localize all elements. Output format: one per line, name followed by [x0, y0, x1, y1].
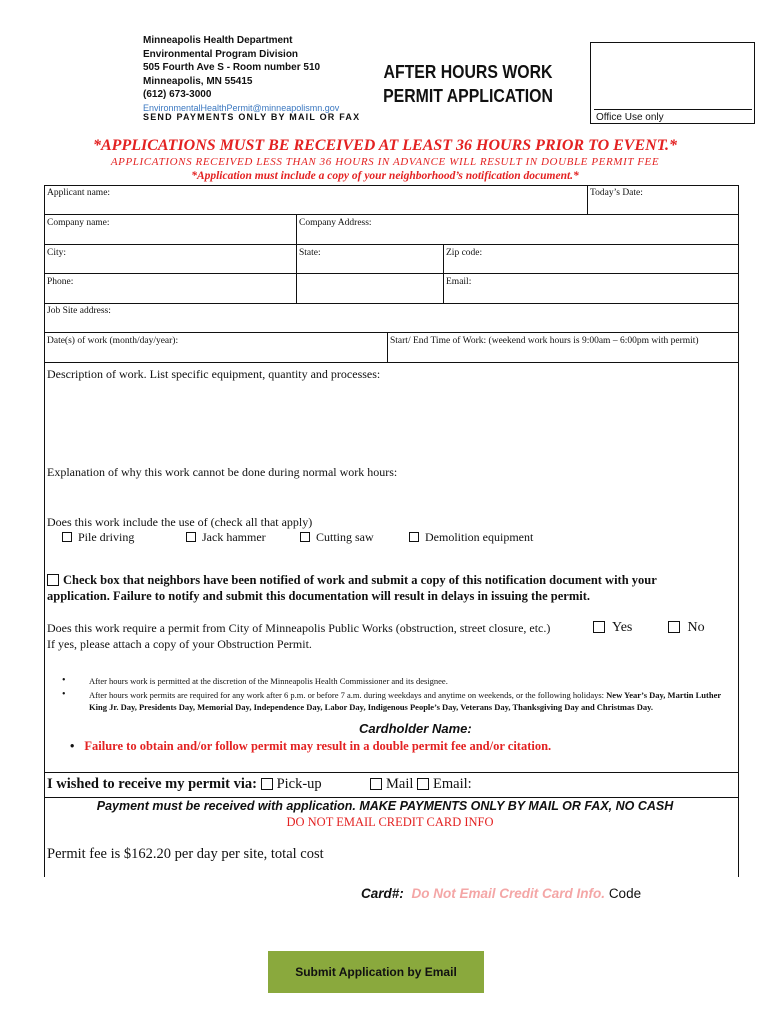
title-line-2: PERMIT APPLICATION [383, 86, 553, 106]
todays-date-field[interactable]: Today’s Date: [590, 188, 643, 198]
grid-line [44, 185, 45, 877]
grid-line [44, 772, 738, 773]
phone-field[interactable]: Phone: [47, 277, 74, 287]
explanation-field[interactable]: Explanation of why this work cannot be done during normal work hours: [47, 465, 398, 479]
no-email-card-note: DO NOT EMAIL CREDIT CARD INFO [286, 815, 494, 829]
obstruction-permit-note: If yes, please attach a copy of your Obstruction Permit. [47, 637, 312, 651]
public-works-no-option[interactable] [668, 620, 705, 636]
card-number-row [361, 886, 641, 901]
grid-line [44, 214, 738, 215]
neighbors-notified-text-2: application. Failure to notify and submit this documentation will result in delays in issuing the permit. [47, 589, 591, 603]
neighbors-notified-checkbox[interactable] [47, 574, 59, 586]
office-use-divider [594, 109, 752, 110]
dept-line: Minneapolis, MN 55415 [143, 75, 253, 87]
note-hours: After hours work permits are required for any work after 6 p.m. or before 7 a.m. during weekdays and anytime on weekends, or the following holidays: [89, 690, 607, 700]
start-end-time-field[interactable]: Start/ End Time of Work: (weekend work hours is 9:00am – 6:00pm with permit) [390, 336, 699, 346]
city-field[interactable]: City: [47, 248, 67, 258]
dept-email-link[interactable]: EnvironmentalHealthPermit@minneapolismn.gov [143, 102, 340, 113]
jack-hammer-checkbox[interactable] [186, 532, 196, 542]
receive-mail-email [370, 776, 472, 793]
include-equipment-label: Does this work include the use of (check all that apply) [47, 515, 313, 529]
jack-hammer-option[interactable] [186, 530, 266, 545]
cutting-saw-option[interactable] [300, 530, 374, 545]
card-number-field[interactable]: Do Not Email Credit Card Info. [411, 886, 606, 901]
bullet-icon: • [70, 739, 75, 753]
grid-line [44, 797, 738, 798]
yes-label: Yes [611, 620, 633, 635]
pickup-checkbox[interactable] [261, 778, 273, 790]
pickup-label: Pick-up [276, 776, 322, 792]
demolition-equipment-label: Demolition equipment [425, 530, 534, 544]
grid-line [44, 362, 738, 363]
demolition-equipment-option[interactable] [409, 530, 533, 545]
permit-fee-field[interactable]: Permit fee is $162.20 per day per site, total cost [47, 846, 324, 862]
title-line-1: AFTER HOURS WORK [383, 62, 553, 82]
email-label: Email: [433, 776, 472, 792]
office-use-label: Office Use only [596, 112, 664, 123]
grid-line [296, 214, 297, 303]
grid-line [44, 244, 738, 245]
pile-driving-option[interactable] [62, 530, 134, 545]
public-works-no-checkbox[interactable] [668, 621, 680, 633]
note-discretion: After hours work is permitted at the discretion of the Minneapolis Health Commissioner and its designee. [89, 676, 448, 686]
list-item [62, 675, 727, 687]
list-item [62, 689, 727, 713]
notes-list [62, 675, 727, 715]
mail-label: Mail [386, 776, 414, 792]
public-works-yes-option[interactable] [593, 620, 632, 636]
grid-line [44, 332, 738, 333]
grid-line [387, 332, 388, 362]
dates-of-work-field[interactable]: Date(s) of work (month/day/year): [47, 336, 179, 346]
mail-checkbox[interactable] [370, 778, 382, 790]
dept-line: Environmental Program Division [143, 48, 299, 60]
grid-line [738, 185, 739, 877]
send-payments-note: SEND PAYMENTS ONLY BY MAIL OR FAX [143, 112, 361, 122]
grid-line [44, 273, 738, 274]
public-works-question: Does this work require a permit from City of Minneapolis Public Works (obstruction, street closure, etc.) [47, 621, 551, 635]
applicant-name-field[interactable]: Applicant name: [47, 188, 111, 198]
public-works-yes-checkbox[interactable] [593, 621, 605, 633]
payment-note: Payment must be received with application. MAKE PAYMENTS ONLY BY MAIL OR FAX, NO CASH [96, 799, 674, 813]
mail-option[interactable] [370, 776, 413, 792]
company-address-field[interactable]: Company Address: [299, 218, 372, 228]
neighbors-notified-text-1: Check box that neighbors have been notified of work and submit a copy of this notification document with your [63, 573, 657, 587]
email-checkbox[interactable] [417, 778, 429, 790]
no-label: No [687, 620, 705, 635]
cutting-saw-checkbox[interactable] [300, 532, 310, 542]
demolition-equipment-checkbox[interactable] [409, 532, 419, 542]
note-holidays: New Year’s Day, Martin Luther King Jr. Day, Presidents Day, Memorial Day, Independence Day, Labor Day, Indigenous People’s Day, Veterans Day, Thanksgiving Day and Christmas Day. [89, 690, 721, 712]
department-address [143, 34, 383, 115]
grid-line [443, 244, 444, 303]
dept-line: (612) 673-3000 [143, 89, 212, 100]
form-title [380, 60, 556, 108]
zip-code-field[interactable]: Zip code: [446, 248, 483, 258]
warning-36-hours: *APPLICATIONS MUST BE RECEIVED AT LEAST 36 HOURS PRIOR TO EVENT.* [93, 137, 677, 154]
company-name-field[interactable]: Company name: [47, 218, 110, 228]
dept-line: Minneapolis Health Department [143, 35, 293, 46]
grid-line [44, 303, 738, 304]
cardholder-name-field[interactable]: Cardholder Name: [359, 721, 472, 736]
receive-permit-row [47, 776, 322, 793]
description-of-work-field[interactable]: Description of work. List specific equipment, quantity and processes: [47, 367, 381, 381]
grid-line [44, 185, 738, 186]
grid-line [587, 185, 588, 214]
pile-driving-label: Pile driving [78, 530, 135, 544]
failure-note [70, 739, 551, 754]
email-field[interactable]: Email: [446, 277, 472, 287]
card-number-label: Card#: [361, 886, 404, 901]
submit-application-button[interactable]: Submit Application by Email [268, 951, 484, 993]
email-option[interactable] [417, 776, 472, 792]
warning-notification-copy: *Application must include a copy of your neighborhood’s notification document.* [191, 170, 579, 182]
receive-permit-label: I wished to receive my permit via: [47, 776, 257, 792]
code-field[interactable]: Code [608, 886, 642, 901]
jack-hammer-label: Jack hammer [202, 530, 266, 544]
job-site-address-field[interactable]: Job Site address: [47, 306, 111, 316]
pickup-option[interactable] [261, 776, 322, 792]
pile-driving-checkbox[interactable] [62, 532, 72, 542]
failure-text: Failure to obtain and/or follow permit may result in a double permit fee and/or citation. [84, 739, 552, 753]
cutting-saw-label: Cutting saw [316, 530, 374, 544]
warning-double-fee: APPLICATIONS RECEIVED LESS THAN 36 HOURS IN ADVANCE WILL RESULT IN DOUBLE PERMIT FEE [110, 156, 660, 168]
neighbors-notified-line-1 [47, 573, 657, 588]
state-field[interactable]: State: [299, 248, 321, 258]
dept-line: 505 Fourth Ave S - Room number 510 [143, 62, 321, 73]
